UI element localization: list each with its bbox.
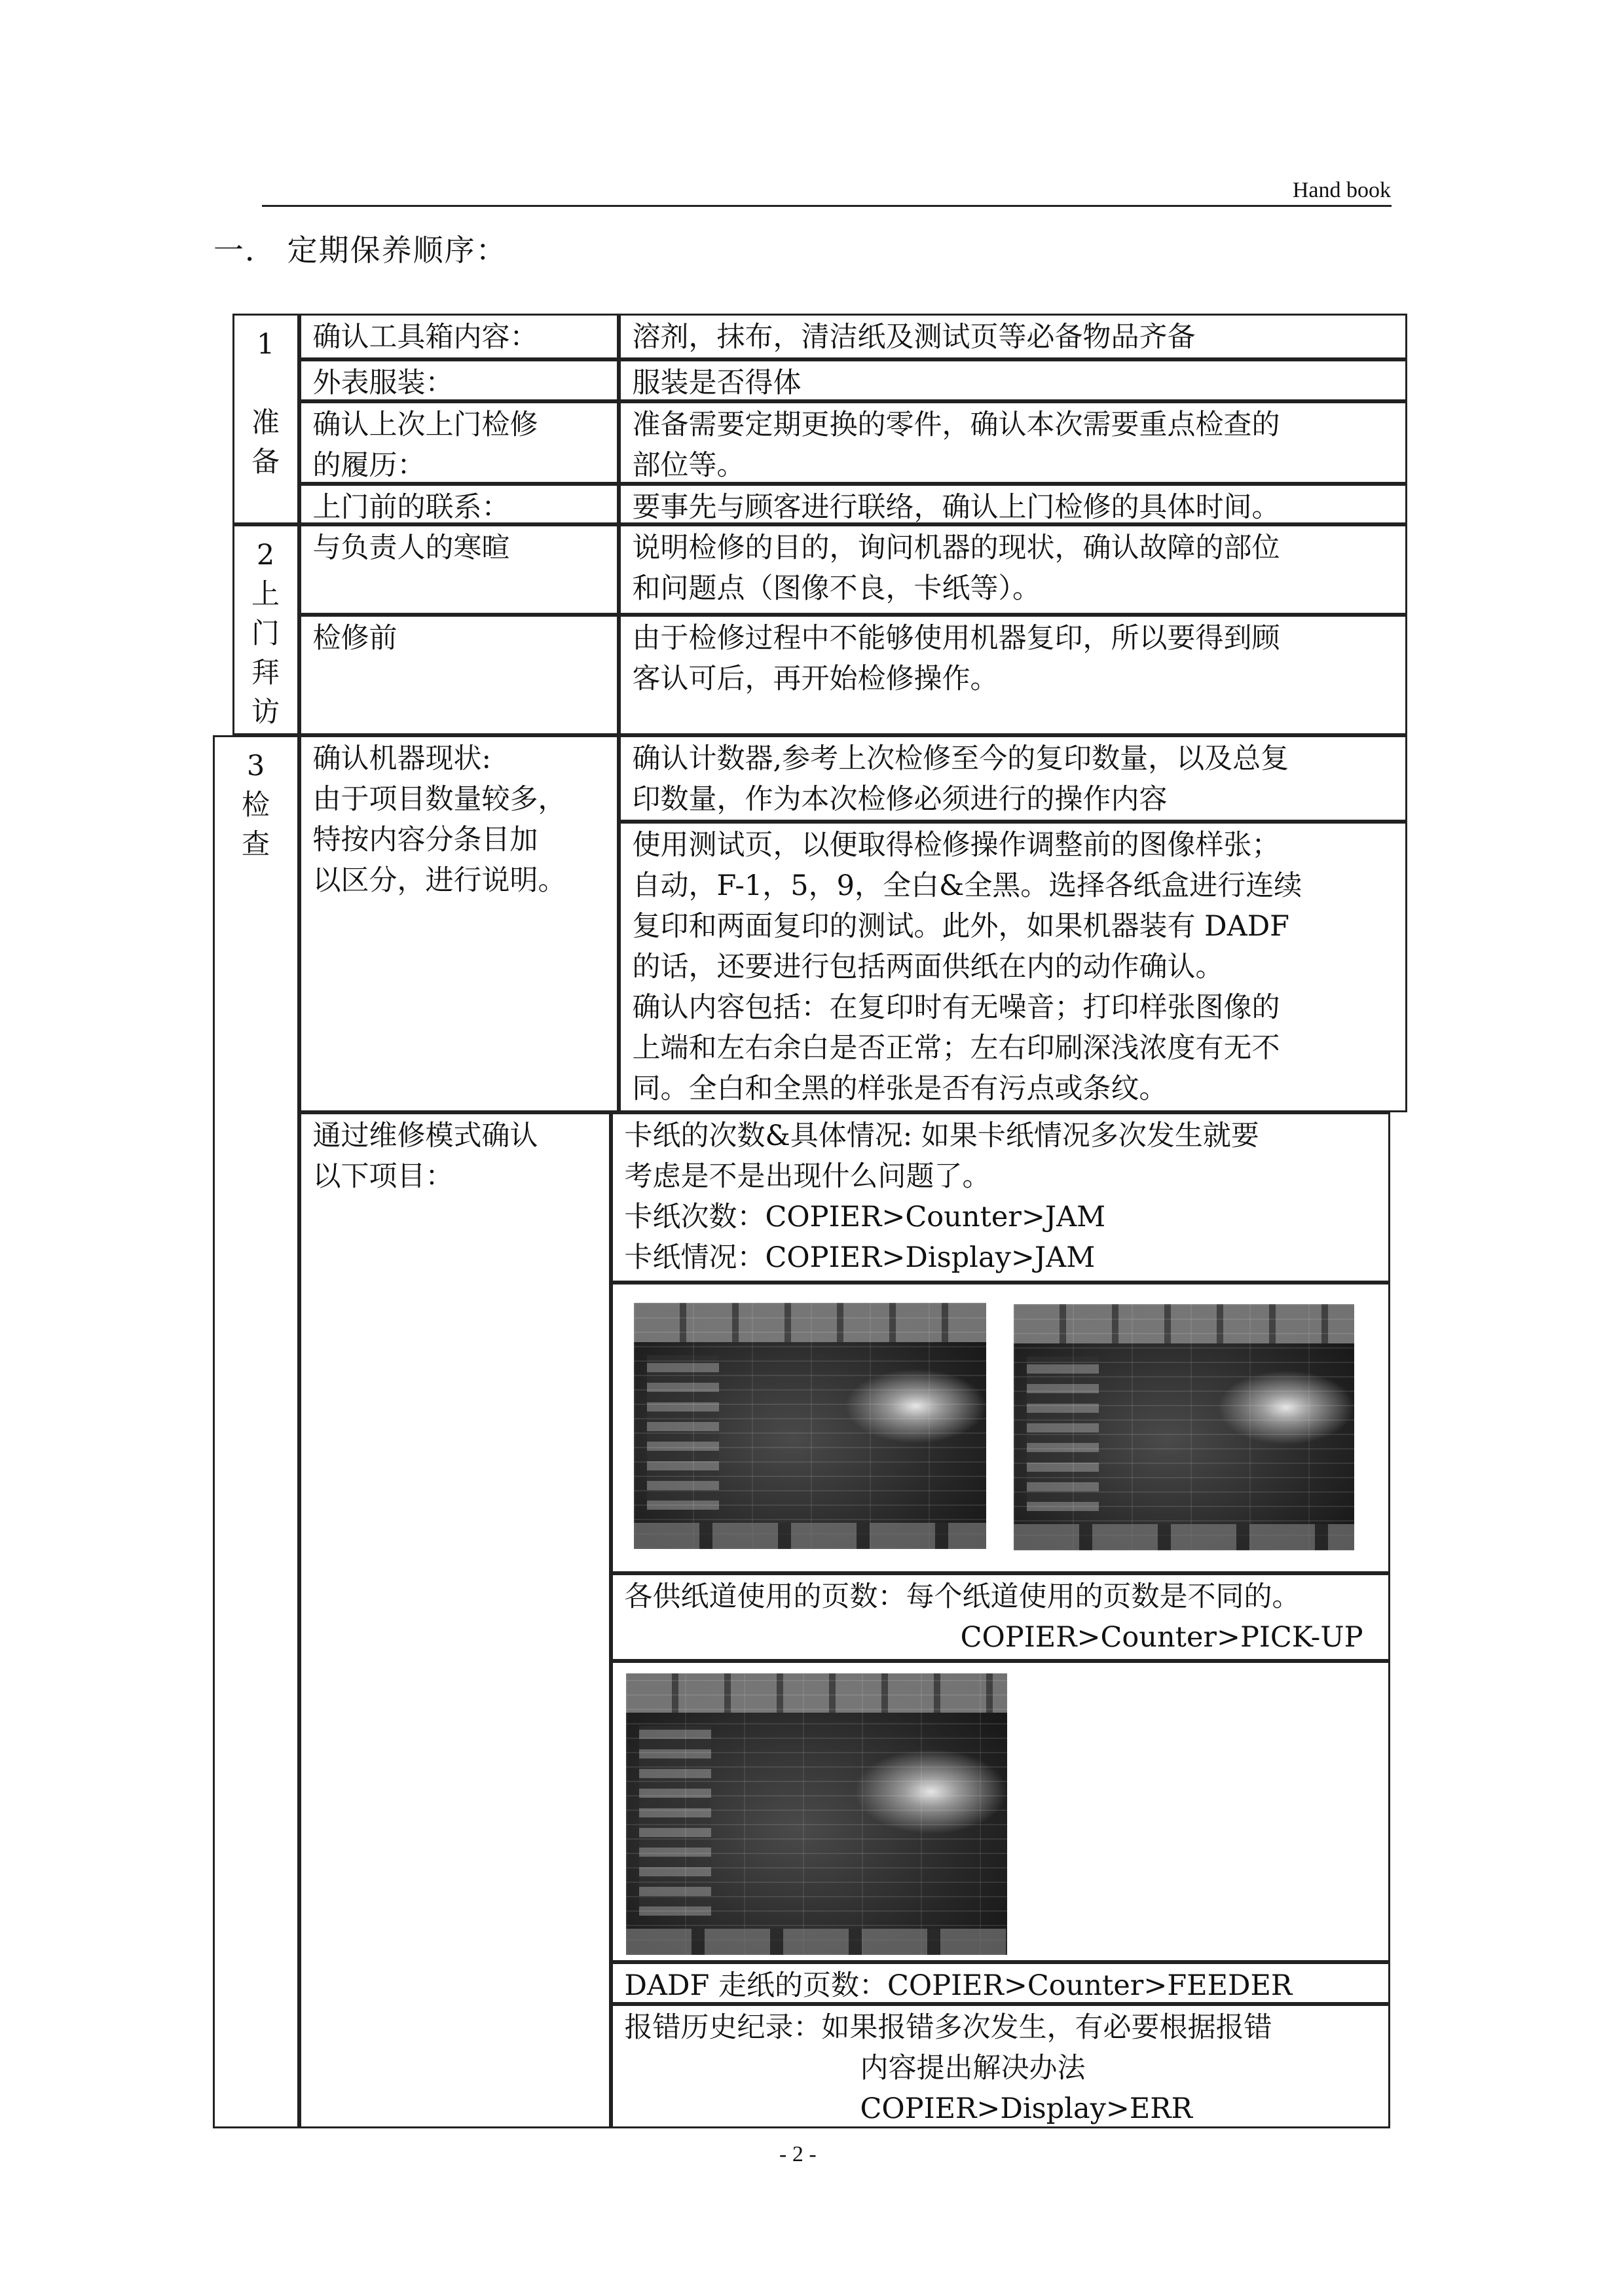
- content-text: 自动，F-1，5，9，全白&全黑。选择各纸盒进行连续: [632, 869, 1302, 902]
- item-text: 通过维修模式确认: [312, 1119, 538, 1152]
- category-line: 访: [251, 695, 280, 729]
- page-number: - 2 -: [779, 2142, 817, 2166]
- item-service-mode: [299, 1112, 611, 2128]
- content-text: 印数量，作为本次检修必须进行的操作内容: [632, 782, 1168, 816]
- content-text: 的话，还要进行包括两面供纸在内的动作确认。: [632, 950, 1224, 983]
- content-text: 报错历史纪录：如果报错多次发生，有必要根据报错: [624, 2011, 1272, 2044]
- content-text: 考虑是不是出现什么问题了。: [624, 1159, 991, 1193]
- content-text: 和问题点（图像不良，卡纸等）。: [632, 572, 1041, 605]
- category-line: 1: [256, 327, 275, 361]
- jam-counter-screenshot: [634, 1303, 986, 1549]
- content-text: 确认计数器,参考上次检修至今的复印数量，以及总复: [632, 742, 1289, 775]
- content-text: 客认可后，再开始检修操作。: [632, 662, 999, 695]
- item-toolbox: [299, 314, 619, 359]
- item-text: 上门前的联系：: [312, 490, 510, 524]
- item-greeting: [299, 524, 619, 615]
- category-prepare: [232, 314, 299, 524]
- content-feeder: [611, 1962, 1390, 2004]
- content-before-repair: [619, 615, 1407, 735]
- item-text: 确认工具箱内容：: [312, 320, 538, 354]
- content-text: 由于检修过程中不能够使用机器复印，所以要得到顾: [632, 621, 1280, 655]
- content-test-page: [619, 822, 1407, 1112]
- section-title: 一． 定期保养顺序：: [213, 232, 507, 268]
- content-text: COPIER>Counter>PICK-UP: [960, 1620, 1363, 1654]
- content-text: 溶剂，抹布，清洁纸及测试页等必备物品齐备: [632, 320, 1196, 354]
- category-line: 准: [251, 406, 280, 439]
- item-text: 检修前: [312, 621, 397, 655]
- content-contact: [619, 484, 1407, 524]
- category-line: 上: [251, 577, 280, 611]
- jam-display-screenshot: [1014, 1304, 1354, 1550]
- category-line: 2: [256, 538, 275, 572]
- content-pickup: [611, 1573, 1390, 1661]
- content-text: 同。全白和全黑的样张是否有污点或条纹。: [632, 1072, 1168, 1105]
- content-text: 卡纸次数：COPIER>Counter>JAM: [624, 1200, 1106, 1233]
- content-text: 服装是否得体: [632, 366, 802, 399]
- header-rule: [262, 205, 1392, 207]
- item-text: 与负责人的寒暄: [312, 531, 510, 564]
- item-text: 以区分，进行说明。: [312, 864, 566, 897]
- category-line: 检: [242, 788, 270, 822]
- item-text: 的履历：: [312, 448, 426, 482]
- content-text: 各供纸道使用的页数：每个纸道使用的页数是不同的。: [624, 1580, 1301, 1613]
- content-history: [619, 401, 1407, 484]
- item-attire: [299, 359, 619, 401]
- category-line: 备: [251, 445, 280, 479]
- item-text: 确认上次上门检修: [312, 408, 538, 441]
- category-line: 门: [251, 617, 280, 650]
- category-inspect: [213, 735, 299, 2128]
- category-line: 拜: [251, 656, 280, 689]
- content-toolbox: [619, 314, 1407, 359]
- content-text: 准备需要定期更换的零件，确认本次需要重点检查的: [632, 408, 1280, 441]
- item-machine-status: [299, 735, 619, 1112]
- content-text: DADF 走纸的页数：COPIER>Counter>FEEDER: [624, 1969, 1293, 2002]
- item-before-repair: [299, 615, 619, 735]
- content-attire: [619, 359, 1407, 401]
- content-counter: [619, 735, 1407, 822]
- item-text: 确认机器现状:: [312, 742, 491, 775]
- item-text: 由于项目数量较多，: [312, 782, 566, 816]
- item-text: 以下项目：: [312, 1159, 454, 1193]
- content-greeting: [619, 524, 1407, 615]
- category-line: 查: [242, 828, 270, 861]
- content-text: 部位等。: [632, 448, 745, 482]
- item-text: 外表服装：: [312, 366, 454, 399]
- content-error-history: [611, 2004, 1390, 2128]
- handbook-header: Hand book: [1292, 178, 1391, 202]
- content-jam: [611, 1112, 1390, 1283]
- content-text: 上端和左右余白是否正常；左右印刷深浅浓度有无不: [632, 1031, 1280, 1065]
- item-contact: [299, 484, 619, 524]
- content-text: 使用测试页，以便取得检修操作调整前的图像样张；: [632, 828, 1280, 862]
- item-history: [299, 401, 619, 484]
- category-line: 3: [246, 749, 265, 782]
- category-visit: [232, 524, 299, 735]
- content-text: 卡纸的次数&具体情况: 如果卡纸情况多次发生就要: [624, 1119, 1259, 1152]
- pickup-counter-screenshot: [626, 1673, 1007, 1955]
- content-text: 确认内容包括：在复印时有无噪音；打印样张图像的: [632, 991, 1280, 1024]
- category-line: [234, 364, 297, 403]
- content-text: 复印和两面复印的测试。此外，如果机器装有 DADF: [632, 909, 1290, 943]
- content-text: 要事先与顾客进行联络，确认上门检修的具体时间。: [632, 490, 1280, 524]
- content-text: 内容提出解决办法: [860, 2051, 1086, 2085]
- content-text: COPIER>Display>ERR: [860, 2092, 1193, 2125]
- content-text: 说明检修的目的，询问机器的现状，确认故障的部位: [632, 531, 1280, 564]
- item-text: 特按内容分条目加: [312, 823, 538, 856]
- content-text: 卡纸情况：COPIER>Display>JAM: [624, 1241, 1096, 1274]
